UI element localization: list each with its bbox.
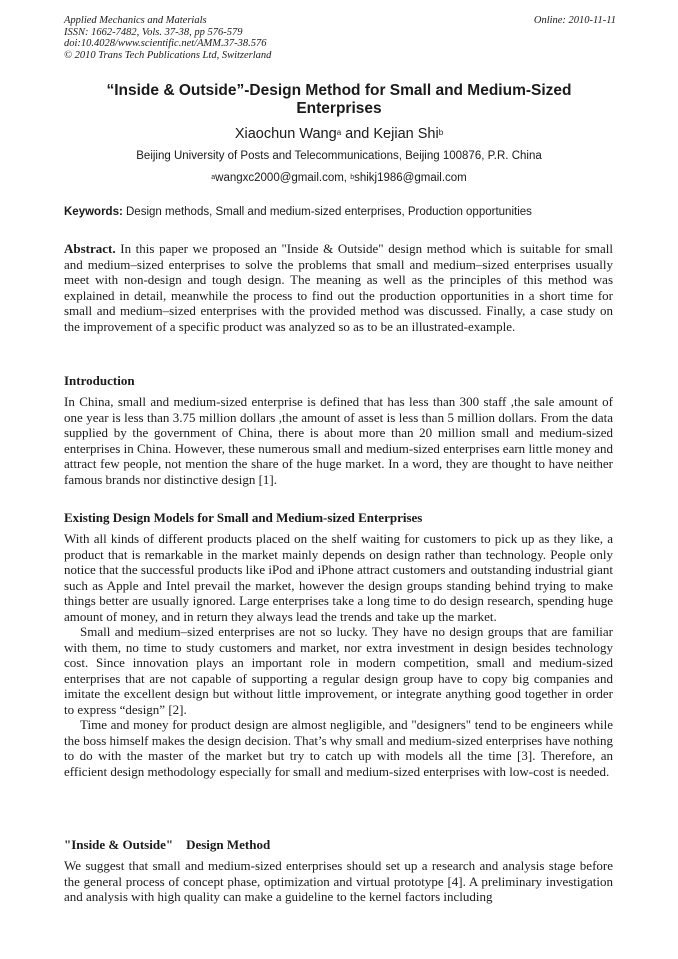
doi-line: doi:10.4028/www.scientific.net/AMM.37-38.576 [64,38,267,49]
author-line [64,125,614,143]
abstract [64,241,613,334]
abstract-label: Abstract. [64,241,116,256]
section-heading-inside-outside: "Inside & Outside" Design Method [64,837,271,852]
author-affiliation-marker: a [336,128,342,137]
abstract-text: In this paper we proposed an "Inside & Outside" design method which is suitable for small and medium–sized enterprises to solve the problems that small and medium–sized enterprises usually meet with non-design and tough design. The meaning as well as the principles of this method was explained in detail, meanwhile the process to find out the production opportunities in a short time for small and medium–sized enterprises with the provided method was discussed. Finally, a case study on the improvement of a specific product was analyzed so as to be an illustrated-example. [64,241,613,334]
keywords [64,205,616,220]
email-address: wangxc2000@gmail.com, [215,172,351,184]
introduction-paragraph: In China, small and medium-sized enterprise is defined that has less than 300 staff ,the sale amount of one year is less than 3.75 million dollars ,the amount of asset is less than 5 million dollars. From the data supplied by the government of China, there is about more than 20 million small and medium-sized enterprises in China. However, these numerous small and medium-sized enterprises earn little money and attract few people, not mention the share of the huge market. In a word, they are thought to have neither famous brands nor distinctive design [1]. [64,394,613,487]
journal-name: Applied Mechanics and Materials [64,15,207,26]
email-address: shikj1986@gmail.com [354,172,467,184]
section-heading-introduction: Introduction [64,373,135,388]
paper-title: “Inside & Outside”-Design Method for Small and Medium-Sized Enterprises [106,82,572,117]
inside-outside-paragraph: We suggest that small and medium-sized enterprises should set up a research and analysis stage before the general process of concept phase, optimization and virtual prototype [4]. A preliminary investigation and analysis with high quality can make a guideline to the kernel factors including [64,858,613,904]
email-line [64,171,614,186]
existing-paragraph: Time and money for product design are almost negligible, and "designers" tend to be engineers while the boss himself makes the design decision. That’s why small and medium-sized enterprises have nothing to do with the master of the market but try to catch up with models all the time [3]. Therefore, an efficient design methodology especially for small and medium-sized enterprises with low-cost is needed. [64,717,613,779]
keywords-text: Design methods, Small and medium-sized enterprises, Production opportunities [122,206,532,218]
author-name: Xiaochun Wang [234,126,337,142]
author-affiliation-marker: b [438,128,444,137]
author-name: Kejian Shi [373,126,439,142]
online-date: Online: 2010-11-11 [533,15,616,26]
email-marker: b [350,174,355,181]
existing-paragraph: Small and medium–sized enterprises are not so lucky. They have no design groups that are familiar with them, no time to study customers and market, nor extra investment in design besides technology cost. Since innovation plays an important role in modern competition, small and medium-sized enterprises that are not capable of supporting a regular design group have to copy big companies and imitate the excellent design but without little improvement, or integrate anything good together in order to express “design” [2]. [64,624,613,717]
author-conjunction: and [341,126,374,142]
keywords-label: Keywords: [64,206,123,218]
section-heading-existing-models: Existing Design Models for Small and Medium-sized Enterprises [64,510,423,525]
affiliation: Beijing University of Posts and Telecommunications, Beijing 100876, P.R. China [136,150,542,162]
email-marker: a [211,174,216,181]
existing-paragraph: With all kinds of different products placed on the shelf waiting for customers to pick up as they like, a product that is remarkable in the market mainly depends on design rather than technology. People only notice that the successful products like iPod and iPhone attract customers and outstanding industrial giant such as Apple and Intel prevail the market, however the design groups standing behind trying to make things better are usually ignored. Large enterprises take a long time to do design research, spending huge amount of money, and in return they always lead the trends and take up the market. [64,531,613,624]
copyright-line: © 2010 Trans Tech Publications Ltd, Switzerland [64,49,272,61]
existing-models-body [64,531,613,779]
journal-header [64,15,616,61]
issn-line: ISSN: 1662-7482, Vols. 37-38, pp 576-579 [64,26,243,38]
